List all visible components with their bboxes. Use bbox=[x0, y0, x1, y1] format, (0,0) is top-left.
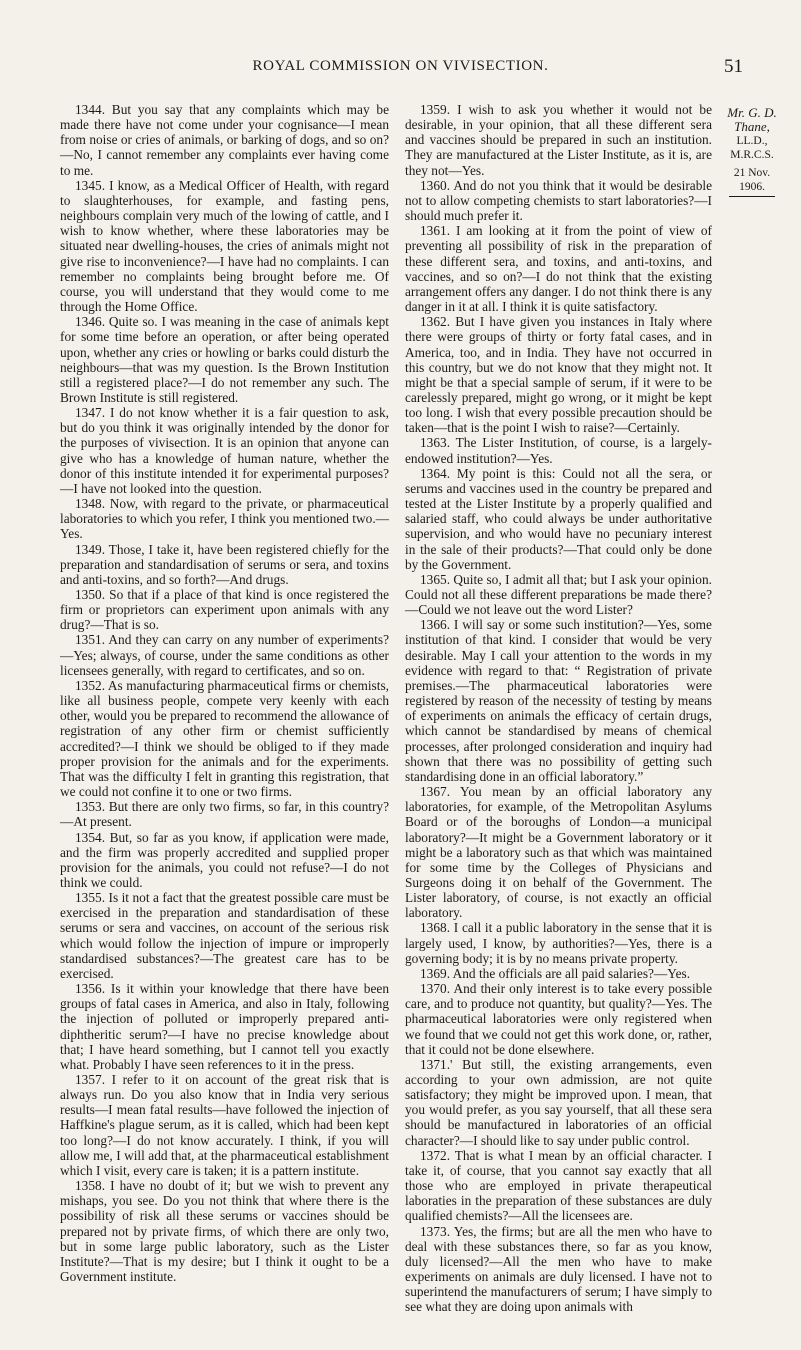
page-number: 51 bbox=[724, 56, 743, 77]
left-column bbox=[60, 102, 389, 1284]
testimony-paragraph: 1371.' But still, the existing arrangements, even according to your own admission, are not quite satisfactory; they might be improved upon. I mean, that you would prefer, as you say yourself, that all these sera should be manufactured in laboratories of an official character?—I should like to say under public control. bbox=[405, 1056, 712, 1148]
testimony-paragraph: 1351. And they can carry on any number of experiments?—Yes; always, of course, under the same conditions as other licensees generally, with regard to certificates, and so on. bbox=[60, 632, 389, 678]
hearing-date: 21 Nov. 1906. bbox=[733, 167, 771, 193]
testimony-paragraph: 1346. Quite so. I was meaning in the case of animals kept for some time before an operation, or after being operated upon, whether any cries or howling or barks could disturb the neighbours—that was my question. Is the Brown Institution still a registered place?—I do not remember any such. The Brown Institute is still registered. bbox=[60, 314, 389, 405]
testimony-paragraph: 1363. The Lister Institution, of course, is a largely-endowed institution?—Yes. bbox=[405, 435, 712, 466]
witness-surname: Thane, bbox=[734, 119, 770, 134]
testimony-paragraph: 1355. Is it not a fact that the greatest possible care must be exercised in the preparation and standardisation of these serums or sera and vaccines, on account of the serious risk which would follow the injection of impure or improperly standardised substances?—The greatest care has to be exercised. bbox=[60, 890, 389, 981]
testimony-paragraph: 1369. And the officials are all paid salaries?—Yes. bbox=[420, 965, 691, 981]
witness-qualification: M.R.C.S. bbox=[730, 149, 774, 161]
page-header bbox=[0, 58, 801, 84]
running-head: ROYAL COMMISSION ON VIVISECTION. bbox=[252, 58, 549, 74]
testimony-paragraph: 1356. Is it within your knowledge that there have been groups of fatal cases in America, and also in Italy, following the injection of polluted or improperly prepared anti-diphtheritic serum?—I have no precise knowledge about that; I have heard something, but I cannot tell you exactly what. Probably I have seen references to it in the press. bbox=[60, 981, 389, 1072]
margin-rule bbox=[729, 196, 775, 197]
testimony-paragraph: 1373. Yes, the firms; but are all the men who have to deal with these substances there, so far as you know, duly licensed?—All the men who have to make experiments on animals are duly licensed. I have not to superintend the manufacturers of serum; I have simply to see what they are doing upon animals with bbox=[405, 1223, 712, 1315]
testimony-paragraph: 1344. But you say that any complaints which may be made there have not come under your cognisance—I mean from noise or cries of animals, or barking of dogs, and so on?—No, I cannot remember any complaints ever having come to me. bbox=[60, 102, 389, 178]
testimony-paragraph: 1361. I am looking at it from the point of view of preventing all possibility of risk in the preparation of these different sera, and toxins, and anti-toxins, and vaccines, and so on?—I do not think that the existing arrangement offers any danger. I do not think there is any danger in it at all. I think it is quite satisfactory. bbox=[405, 223, 712, 315]
testimony-paragraph: 1360. And do not you think that it would be desirable not to allow competing chemists to start laboratories?—I should much prefer it. bbox=[405, 177, 712, 224]
testimony-paragraph: 1366. I will say or some such institution?—Yes, some institution of that kind. I consider that would be very desirable. May I call your attention to the words in my evidence with regard to that: “ Registration of private premises.—The pharmaceutical laboratories were registered by reason of the necessity of testing by means of experiments on animals the efficacy of certain drugs, which cannot be standardised by means of chemical processes, after prolonged consideration and inquiry had shown that there was no possibility of getting such standardising done in an official laboratory.” bbox=[405, 617, 712, 784]
testimony-paragraph: 1370. And their only interest is to take every possible care, and to produce not quantity, but quality?—Yes. The pharmaceutical laboratories were only registered when we found that we could not get this work done, or, rather, that it could not be done elsewhere. bbox=[405, 981, 712, 1057]
testimony-paragraph: 1348. Now, with regard to the private, or pharmaceutical laboratories to which you refer, I think you mentioned two.—Yes. bbox=[60, 496, 389, 542]
testimony-paragraph: 1352. As manufacturing pharmaceutical firms or chemists, like all business people, compete very keenly with each other, would you be prepared to recommend the allowance of registration of any other firm or chemist sufficiently accredited?—I think we should be obliged to if they made proper provision for the animals and for the experiments. That was the difficulty I felt in granting this registration, that we could not confine it to one or two firms. bbox=[60, 677, 389, 800]
testimony-paragraph: 1358. I have no doubt of it; but we wish to prevent any mishaps, you see. Do you not think that where there is the possibility of risk all these serums or vaccines should be prepared not by private firms, of which there are only two, but in some large public laboratory, such as the Lister Institute?—That is my desire; but I think it ought to be a Government institute. bbox=[60, 1178, 389, 1285]
testimony-paragraph: 1347. I do not know whether it is a fair question to ask, but do you think it was originally intended by the donor for the purposes of vivisection. It is an opinion that anyone can give who has a knowledge of human nature, whether the donor of this institute intended it for experimental purposes?—I have not looked into the question. bbox=[60, 405, 389, 496]
testimony-paragraph: 1357. I refer to it on account of the great risk that is always run. Do you also know that in India very serious results—I mean fatal results—have followed the injection of Haffkine's plague serum, as it is called, which had been kept too long?—I do not know accurately. I think, if you will allow me, I will add that, at the pharmaceutical establishment which I visit, every care is taken; it is a pattern institute. bbox=[60, 1072, 389, 1178]
testimony-paragraph: 1345. I know, as a Medical Officer of Health, with regard to slaughterhouses, for example, and fasting pens, neighbours complain very much of the lowing of cattle, and I wish to know whether, where these laboratories may be situated near dwelling-houses, the cries of animals might not give rise to inconvenience?—I have had no complaints. I can remember no complaints being brought before me. Of course, you will understand that they would come to me through the Home Office. bbox=[60, 177, 389, 315]
testimony-paragraph: 1362. But I have given you instances in Italy where there were groups of thirty or forty fatal cases, and in America, too, and in India. They have not occurred in this country, but we do not know that they might not. It might be that a special sample of serum, if it were to be carelessly prepared, might go wrong, or it might be kept too long. I wish that every possible precaution should be taken—that is the point I wish to raise?—Certainly. bbox=[405, 314, 712, 436]
testimony-paragraph: 1365. Quite so, I admit all that; but I ask your opinion. Could not all these different preparations be made there?—Could we not leave out the word Lister? bbox=[405, 571, 712, 618]
witness-margin-note bbox=[722, 106, 782, 197]
witness-name: Mr. G. D. bbox=[727, 105, 777, 120]
testimony-paragraph: 1350. So that if a place of that kind is once registered the firm or proprietors can experiment upon animals with any drug?—That is so. bbox=[60, 587, 389, 633]
testimony-paragraph: 1349. Those, I take it, have been registered chiefly for the preparation and standardisation of serums or sera, and toxins and anti-toxins, and so forth?—And drugs. bbox=[60, 541, 389, 587]
testimony-paragraph: 1359. I wish to ask you whether it would not be desirable, in your opinion, that all these different sera and vaccines should be prepared in such an institution. They are manufactured at the Lister Institute, as it is, are they not—Yes. bbox=[405, 102, 712, 178]
testimony-paragraph: 1364. My point is this: Could not all the sera, or serums and vaccines used in the country be prepared and tested at the Lister Institute by a properly qualified and salaried staff, who could always be under authoritative supervision, and who would have no pecuniary interest in the sale of their products?—That could only be done by the Government. bbox=[405, 465, 712, 572]
testimony-paragraph: 1354. But, so far as you know, if application were made, and the firm was properly accredited and supplied proper provision for the animals, you could not refuse?—I do not think we could. bbox=[60, 829, 389, 890]
witness-degree: LL.D., bbox=[736, 135, 768, 147]
testimony-paragraph: 1368. I call it a public laboratory in the sense that it is largely used, I know, by authorities?—Yes, there is a governing body; it is by no means private property. bbox=[405, 920, 712, 966]
testimony-paragraph: 1372. That is what I mean by an official character. I take it, of course, that you cannot say exactly that all those who are employed in private therapeutical laboraties in the preparation of these substances are duly qualified chemists?—All the licensees are. bbox=[405, 1147, 712, 1224]
right-column bbox=[405, 102, 712, 1315]
testimony-paragraph: 1353. But there are only two firms, so far, in this country?—At present. bbox=[60, 799, 389, 830]
testimony-paragraph: 1367. You mean by an official laboratory any laboratories, for example, of the Metropolitan Asylums Board or of the boroughs of London—a municipal laboratory?—It might be a Government laboratory or it might be a laboratory such as that which was maintained for some time by the Colleges of Physicians and Surgeons doing it on behalf of the Government. The Lister laboratory, of course, is not exactly an official laboratory. bbox=[405, 784, 712, 921]
